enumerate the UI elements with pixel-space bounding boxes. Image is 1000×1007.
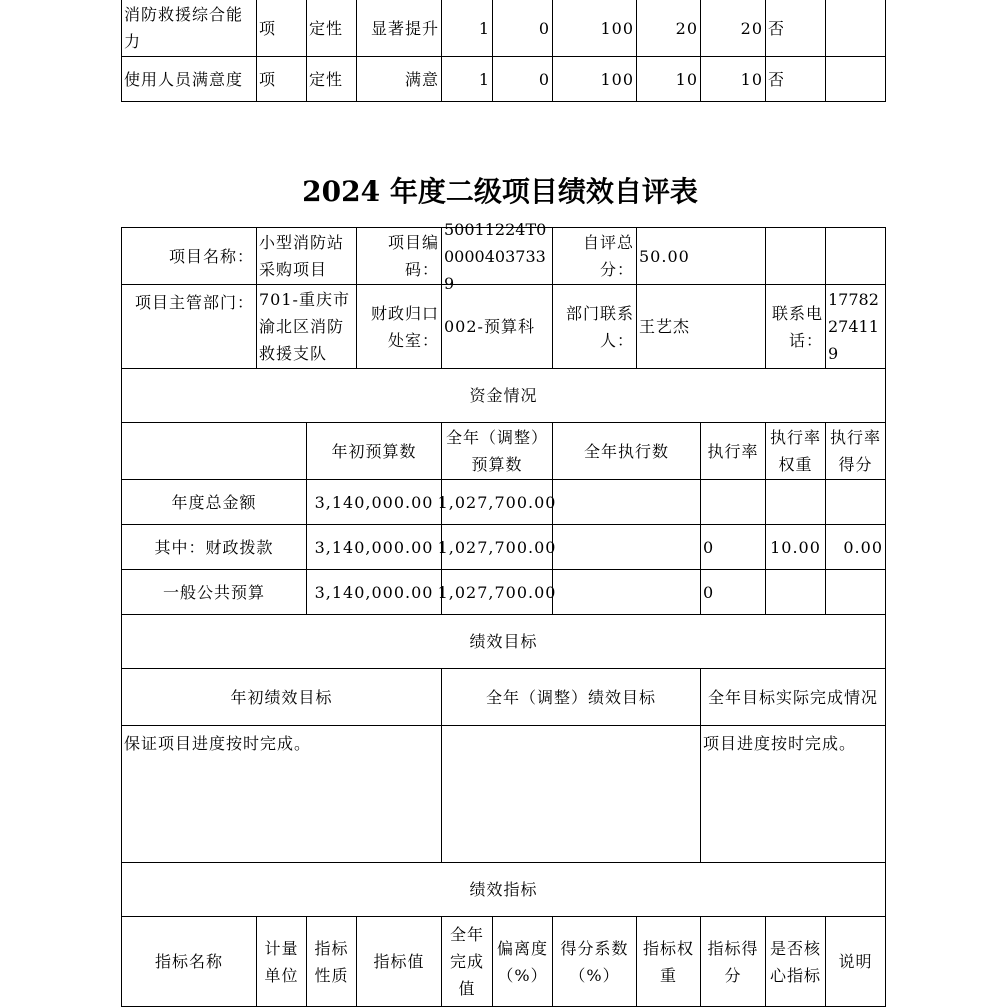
empty-cell [765, 227, 826, 285]
indicator-header: 指标得分 [700, 916, 766, 1007]
adjusted-budget: 1,027,700.00 [441, 524, 553, 570]
indicator-header: 是否核心指标 [765, 916, 826, 1007]
name-label: 项目名称： [121, 227, 257, 285]
adjusted-budget: 1,027,700.00 [441, 569, 553, 615]
self-score: 50.00 [636, 227, 766, 285]
execution-rate: 0 [700, 524, 766, 570]
goal-initial: 保证项目进度按时完成。 [121, 725, 442, 863]
header-adjusted: 全年（调整）预算数 [441, 422, 553, 480]
phone-label: 联系电话： [765, 284, 826, 369]
executed-amount [552, 524, 701, 570]
goal-header-actual: 全年目标实际完成情况 [700, 668, 886, 726]
phone: 17782274119 [825, 284, 886, 369]
header-weight: 执行率权重 [765, 422, 826, 480]
indicator-name: 消防救援综合能力 [121, 0, 257, 57]
goal-actual: 项目进度按时完成。 [700, 725, 886, 863]
indicator-header: 偏离度（%） [492, 916, 553, 1007]
header-score: 执行率得分 [825, 422, 886, 480]
dept: 701-重庆市渝北区消防救援支队 [256, 284, 357, 369]
indicator-cell: 满意 [356, 56, 442, 102]
indicator-cell: 否 [765, 0, 826, 57]
goal-header-adjusted: 全年（调整）绩效目标 [441, 668, 701, 726]
indicator-cell: 100 [552, 0, 637, 57]
indicator-cell: 定性 [306, 0, 357, 57]
indicator-cell [825, 56, 886, 102]
rate-weight [765, 569, 826, 615]
project-name: 小型消防站采购项目 [256, 227, 357, 285]
initial-budget: 3,140,000.00 [306, 569, 442, 615]
execution-rate: 0 [700, 569, 766, 615]
indicator-cell: 10 [700, 56, 766, 102]
indicator-cell: 20 [700, 0, 766, 57]
office-label: 财政归口处室： [356, 284, 442, 369]
rate-weight: 10.00 [765, 524, 826, 570]
indicator-cell: 否 [765, 56, 826, 102]
indicator-header: 指标性质 [306, 916, 357, 1007]
indicator-cell: 100 [552, 56, 637, 102]
fund-row-label: 其中：财政拨款 [121, 524, 307, 570]
rate-weight [765, 479, 826, 525]
indicator-cell: 定性 [306, 56, 357, 102]
page-title: 2024 年度二级项目绩效自评表 [302, 175, 698, 208]
project-code: 50011224T000004037339 [441, 227, 553, 285]
empty-cell [121, 422, 307, 480]
empty-cell [825, 227, 886, 285]
executed-amount [552, 569, 701, 615]
funds-section-heading: 资金情况 [121, 368, 886, 423]
indicator-cell: 0 [492, 56, 553, 102]
indicator-header: 指标值 [356, 916, 442, 1007]
header-executed: 全年执行数 [552, 422, 701, 480]
fund-row-label: 一般公共预算 [121, 569, 307, 615]
indicator-cell: 项 [256, 56, 307, 102]
indicator-header: 全年完成值 [441, 916, 493, 1007]
fund-row-label: 年度总金额 [121, 479, 307, 525]
initial-budget: 3,140,000.00 [306, 524, 442, 570]
indicator-cell: 项 [256, 0, 307, 57]
adjusted-budget: 1,027,700.00 [441, 479, 553, 525]
goal-adjusted [441, 725, 701, 863]
indicator-cell: 1 [441, 56, 493, 102]
indicator-header: 计量单位 [256, 916, 307, 1007]
rate-score: 0.00 [825, 524, 886, 570]
indicator-name: 使用人员满意度 [121, 56, 257, 102]
indicator-cell: 显著提升 [356, 0, 442, 57]
executed-amount [552, 479, 701, 525]
indicator-cell: 10 [636, 56, 701, 102]
header-rate: 执行率 [700, 422, 766, 480]
contact-label: 部门联系人： [552, 284, 637, 369]
indicator-header: 得分系数（%） [552, 916, 637, 1007]
rate-score [825, 569, 886, 615]
execution-rate [700, 479, 766, 525]
goals-section-heading: 绩效目标 [121, 614, 886, 669]
score-label: 自评总分： [552, 227, 637, 285]
indicator-cell: 20 [636, 0, 701, 57]
rate-score [825, 479, 886, 525]
indicator-header: 指标权重 [636, 916, 701, 1007]
indicator-header: 说明 [825, 916, 886, 1007]
office: 002-预算科 [441, 284, 553, 369]
contact: 王艺杰 [636, 284, 766, 369]
goal-header-initial: 年初绩效目标 [121, 668, 442, 726]
indicator-cell: 1 [441, 0, 493, 57]
dept-label: 项目主管部门： [121, 284, 257, 369]
indicator-cell [825, 0, 886, 57]
code-label: 项目编码： [356, 227, 442, 285]
initial-budget: 3,140,000.00 [306, 479, 442, 525]
indicator-cell: 0 [492, 0, 553, 57]
indicators-section-heading: 绩效指标 [121, 862, 886, 917]
header-initial: 年初预算数 [306, 422, 442, 480]
indicator-header: 指标名称 [121, 916, 257, 1007]
